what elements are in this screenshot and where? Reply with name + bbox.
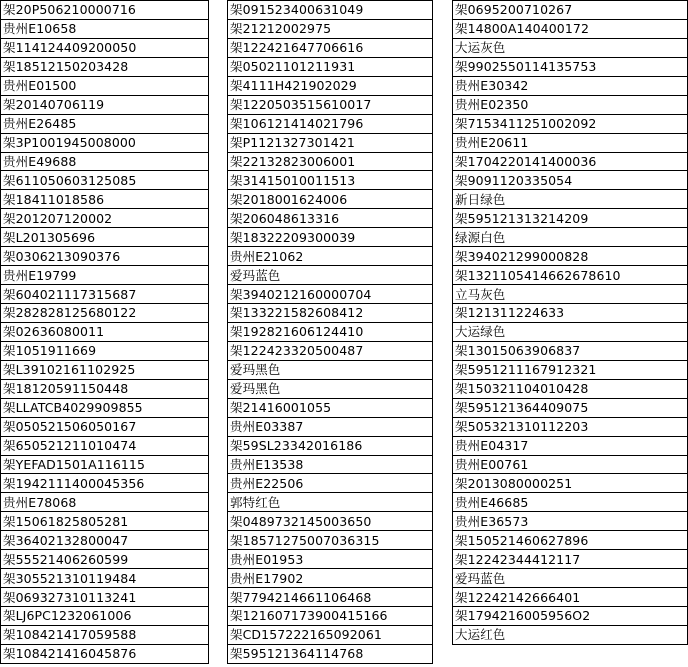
table-cell[interactable]: 贵州E78068 [1,493,209,512]
table-cell[interactable]: 架L39102161102925 [1,360,209,379]
table-row [1,114,209,133]
table-row [453,531,688,550]
table-row [453,228,688,247]
table-row [1,19,209,38]
table-cell[interactable]: 贵州E13538 [228,455,433,474]
table-cell[interactable]: 架121311224633 [453,304,688,323]
table-row [453,379,688,398]
table-cell[interactable]: 架650521211010474 [1,436,209,455]
table-cell[interactable]: 架CD157222165092061 [228,625,433,644]
table-cell[interactable]: 架18322209300039 [228,228,433,247]
table-row [453,1,688,20]
table-cell[interactable]: 架59SL23342016186 [228,436,433,455]
table-cell[interactable]: 大运红色 [453,625,688,644]
table-cell[interactable]: 架18411018586 [1,190,209,209]
table-row [1,474,209,493]
table-cell[interactable]: 架02636080011 [1,322,209,341]
table-row [453,360,688,379]
table-cell[interactable]: 大运灰色 [453,38,688,57]
table-row [228,285,433,304]
table-row [1,588,209,607]
table-cell[interactable]: 架LLATCB4029909855 [1,398,209,417]
table-cell[interactable]: 贵州E01953 [228,550,433,569]
table-cell[interactable]: 架LJ6PC1232061006 [1,607,209,626]
table-cell[interactable]: 架604021117315687 [1,285,209,304]
table-cell[interactable]: 架122421647706616 [228,38,433,57]
table-cell[interactable]: 架18512150203428 [1,57,209,76]
table-cell[interactable]: 架106121414021796 [228,114,433,133]
table-row [453,474,688,493]
table-row [453,569,688,588]
table-row [228,550,433,569]
table-cell[interactable]: 架1051911669 [1,341,209,360]
table-cell[interactable]: 架0306213090376 [1,247,209,266]
table-row [453,190,688,209]
table-cell[interactable]: 架9091120335054 [453,171,688,190]
table-row [228,379,433,398]
table-row [228,436,433,455]
table-cell[interactable]: 架108421416045876 [1,644,209,663]
table-cell[interactable]: 架091523400631049 [228,1,433,20]
table-cell[interactable]: 架1942111400045356 [1,474,209,493]
table-row [1,190,209,209]
table-row [228,569,433,588]
table-cell[interactable]: 架P1121327301421 [228,133,433,152]
table-row [228,76,433,95]
table-row [1,455,209,474]
table-cell[interactable]: 架4111H421902029 [228,76,433,95]
table-row [228,19,433,38]
table-cell[interactable]: 架15061825805281 [1,512,209,531]
table-cell[interactable]: 贵州E46685 [453,493,688,512]
table-cell[interactable]: 架121607173900415166 [228,607,433,626]
table-row [1,209,209,228]
table-row [228,322,433,341]
table-cell[interactable]: 架2013080000251 [453,474,688,493]
table-row [1,95,209,114]
table-row [453,493,688,512]
table-cell[interactable]: 贵州E20611 [453,133,688,152]
table-cell[interactable]: 架505321310112203 [453,417,688,436]
table-cell[interactable]: 架0695200710267 [453,1,688,20]
column-2-table [227,0,433,664]
table-row [453,38,688,57]
table-row [228,512,433,531]
table-cell[interactable]: 架122423320500487 [228,341,433,360]
table-cell[interactable]: 架282828125680122 [1,304,209,323]
table-row [1,607,209,626]
table-cell[interactable]: 架1794216005956O2 [453,607,688,626]
table-cell[interactable]: 架595121364114768 [228,644,433,663]
table-cell[interactable]: 架150321104010428 [453,379,688,398]
table-cell[interactable]: 爱玛黑色 [228,360,433,379]
table-row [228,133,433,152]
table-cell[interactable]: 架18571275007036315 [228,531,433,550]
table-row [1,398,209,417]
table-row [1,133,209,152]
table-cell[interactable]: 贵州E21062 [228,247,433,266]
table-row [228,531,433,550]
table-cell[interactable]: 架36402132800047 [1,531,209,550]
table-row [1,152,209,171]
table-row [453,247,688,266]
table-cell[interactable]: 架31415010011513 [228,171,433,190]
table-cell[interactable]: 架595121313214209 [453,209,688,228]
table-cell[interactable]: 架21212002975 [228,19,433,38]
table-row [453,133,688,152]
table-cell[interactable]: 大运绿色 [453,322,688,341]
table-row [1,266,209,285]
table-cell[interactable]: 绿源白色 [453,228,688,247]
table-row [453,19,688,38]
table-row [1,171,209,190]
table-row [228,114,433,133]
table-row [453,95,688,114]
table-row [228,57,433,76]
table-row [1,417,209,436]
column-1-table [0,0,209,664]
table-cell[interactable]: 架12242142666401 [453,588,688,607]
table-row [453,436,688,455]
table-row [1,531,209,550]
table-cell[interactable]: 架108421417059588 [1,625,209,644]
table-cell[interactable]: 架1321105414662678610 [453,266,688,285]
table-row [453,455,688,474]
table-cell[interactable]: 架YEFAD1501A116115 [1,455,209,474]
table-cell[interactable]: 架0489732145003650 [228,512,433,531]
column-3 [452,0,688,645]
table-row [453,152,688,171]
table-row [1,247,209,266]
table-cell[interactable]: 架1704220141400036 [453,152,688,171]
table-cell[interactable]: 贵州E26485 [1,114,209,133]
table-cell[interactable]: 贵州E19799 [1,266,209,285]
table-cell[interactable]: 新日绿色 [453,190,688,209]
table-row [228,398,433,417]
table-cell[interactable]: 贵州E03387 [228,417,433,436]
table-row [228,341,433,360]
table-row [1,285,209,304]
table-cell[interactable]: 架7794214661106468 [228,588,433,607]
table-cell[interactable]: 爱玛黑色 [228,379,433,398]
table-row [453,322,688,341]
table-row [228,644,433,663]
table-row [453,588,688,607]
table-row [453,209,688,228]
table-cell[interactable]: 架18120591150448 [1,379,209,398]
column-2 [227,0,433,664]
table-cell[interactable]: 架05021101211931 [228,57,433,76]
table-cell[interactable]: 架206048613316 [228,209,433,228]
table-cell[interactable]: 架3P1001945008000 [1,133,209,152]
table-cell[interactable]: 架050521506050167 [1,417,209,436]
table-row [228,209,433,228]
table-row [453,76,688,95]
table-row [1,304,209,323]
table-row [228,95,433,114]
table-cell[interactable]: 架L201305696 [1,228,209,247]
table-row [1,322,209,341]
table-cell[interactable]: 架13015063906837 [453,341,688,360]
table-cell[interactable]: 爱玛蓝色 [228,266,433,285]
table-row [228,455,433,474]
table-row [1,228,209,247]
table-cell[interactable]: 架12242344412117 [453,550,688,569]
table-cell[interactable]: 贵州E04317 [453,436,688,455]
column-3-table [452,0,688,645]
table-cell[interactable]: 架394021299000828 [453,247,688,266]
table-cell[interactable]: 郭特红色 [228,493,433,512]
table-row [1,625,209,644]
table-row [1,360,209,379]
table-row [453,285,688,304]
table-cell[interactable]: 爱玛蓝色 [453,569,688,588]
table-row [1,1,209,20]
table-cell[interactable]: 架305521310119484 [1,569,209,588]
table-cell[interactable]: 贵州E30342 [453,76,688,95]
table-cell[interactable]: 架192821606124410 [228,322,433,341]
table-cell[interactable]: 贵州E00761 [453,455,688,474]
table-row [228,228,433,247]
table-cell[interactable]: 架22132823006001 [228,152,433,171]
table-row [228,360,433,379]
table-row [1,76,209,95]
table-row [228,417,433,436]
table-row [1,493,209,512]
table-cell[interactable]: 架7153411251002092 [453,114,688,133]
table-cell[interactable]: 架114124409200050 [1,38,209,57]
table-row [453,550,688,569]
table-row [228,588,433,607]
table-row [453,625,688,644]
table-row [228,190,433,209]
table-row [228,1,433,20]
table-row [228,493,433,512]
table-row [228,171,433,190]
table-row [1,341,209,360]
table-cell[interactable]: 贵州E17902 [228,569,433,588]
table-row [453,341,688,360]
table-row [453,417,688,436]
table-cell[interactable]: 架1220503515610017 [228,95,433,114]
table-cell[interactable]: 架20P506210000716 [1,1,209,20]
table-cell[interactable]: 贵州E22506 [228,474,433,493]
table-cell[interactable]: 架595121364409075 [453,398,688,417]
table-cell[interactable]: 贵州E02350 [453,95,688,114]
table-cell[interactable]: 立马灰色 [453,285,688,304]
table-cell[interactable]: 贵州E01500 [1,76,209,95]
table-cell[interactable]: 架14800A140400172 [453,19,688,38]
table-row [453,512,688,531]
table-row [228,625,433,644]
table-row [228,607,433,626]
table-cell[interactable]: 架20140706119 [1,95,209,114]
table-cell[interactable]: 贵州E36573 [453,512,688,531]
table-cell[interactable]: 贵州E49688 [1,152,209,171]
table-row [1,512,209,531]
table-row [228,38,433,57]
table-row [453,398,688,417]
table-row [1,38,209,57]
table-cell[interactable]: 架21416001055 [228,398,433,417]
table-row [1,569,209,588]
table-cell[interactable]: 架201207120002 [1,209,209,228]
column-1 [0,0,209,664]
table-row [1,379,209,398]
table-cell[interactable]: 架2018001624006 [228,190,433,209]
table-row [453,607,688,626]
table-row [1,550,209,569]
table-row [1,57,209,76]
table-cell[interactable]: 架133221582608412 [228,304,433,323]
table-row [1,644,209,663]
table-row [228,152,433,171]
table-cell[interactable]: 架150521460627896 [453,531,688,550]
table-row [453,171,688,190]
table-cell[interactable]: 架55521406260599 [1,550,209,569]
table-row [228,474,433,493]
table-row [1,436,209,455]
table-cell[interactable]: 架5951211167912321 [453,360,688,379]
table-cell[interactable]: 贵州E10658 [1,19,209,38]
table-row [453,114,688,133]
table-row [453,57,688,76]
table-row [228,304,433,323]
table-cell[interactable]: 架3940212160000704 [228,285,433,304]
table-cell[interactable]: 架611050603125085 [1,171,209,190]
table-row [228,266,433,285]
table-cell[interactable]: 架9902550114135753 [453,57,688,76]
table-cell[interactable]: 架069327310113241 [1,588,209,607]
table-row [453,266,688,285]
table-row [453,304,688,323]
table-row [228,247,433,266]
